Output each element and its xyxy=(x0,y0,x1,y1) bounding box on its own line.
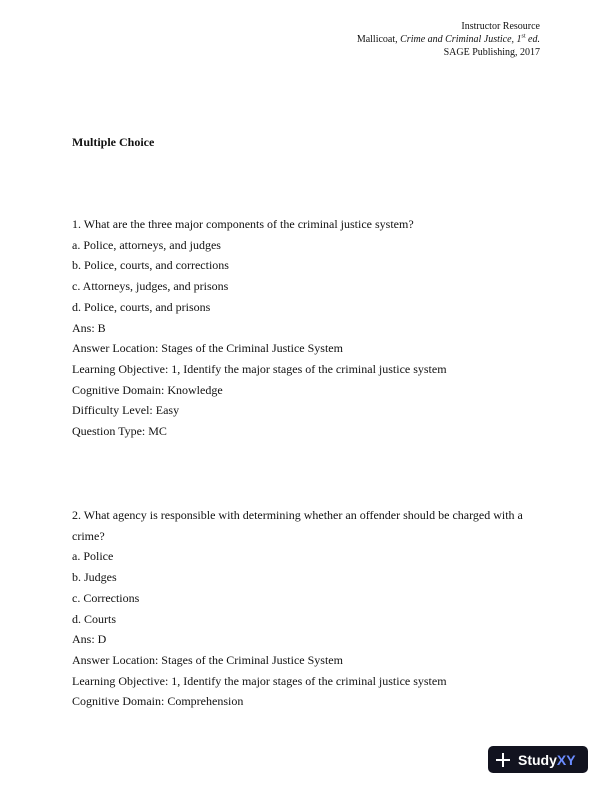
answer-key: Ans: D xyxy=(72,632,107,647)
question-stem-line-2: crime? xyxy=(72,528,105,543)
answer-option-b: b. Judges xyxy=(72,570,117,585)
answer-option-d: d. Courts xyxy=(72,611,117,626)
question-stem-line-1: 2. What agency is responsible with determining whether an offender should be charged with a xyxy=(72,508,523,522)
answer-option-c: c. Attorneys, judges, and prisons xyxy=(72,279,229,294)
answer-location: Answer Location: Stages of the Criminal Justice System xyxy=(72,652,343,667)
answer-option-c: c. Corrections xyxy=(72,590,140,605)
learning-objective: Learning Objective: 1, Identify the major stages of the criminal justice system xyxy=(72,361,447,376)
question-block-2 xyxy=(72,505,542,712)
cognitive-domain: Cognitive Domain: Comprehension xyxy=(72,694,244,709)
cognitive-domain: Cognitive Domain: Knowledge xyxy=(72,382,223,397)
plus-icon xyxy=(496,753,510,767)
answer-option-a: a. Police, attorneys, and judges xyxy=(72,237,221,252)
brand-name-study: Study xyxy=(518,751,557,768)
question-type: Question Type: MC xyxy=(72,424,167,439)
section-title: Multiple Choice xyxy=(72,135,155,149)
header-citation xyxy=(357,33,540,46)
question-block-1 xyxy=(72,214,542,442)
page-header xyxy=(357,20,540,59)
header-edition-suffix: ed. xyxy=(525,34,540,45)
header-resource-label: Instructor Resource xyxy=(461,21,540,32)
studyxy-badge[interactable] xyxy=(488,746,588,773)
answer-option-b: b. Police, courts, and corrections xyxy=(72,258,229,273)
brand-name-xy: XY xyxy=(556,751,576,768)
answer-option-a: a. Police xyxy=(72,549,114,564)
header-book-title: Crime and Criminal Justice, 1 xyxy=(400,34,522,45)
header-author: Mallicoat, xyxy=(356,34,401,45)
header-publisher: SAGE Publishing, 2017 xyxy=(443,47,540,58)
header-edition-sup: st xyxy=(521,33,526,40)
answer-location: Answer Location: Stages of the Criminal Justice System xyxy=(72,341,343,356)
difficulty-level: Difficulty Level: Easy xyxy=(72,403,180,418)
question-stem: 1. What are the three major components of the criminal justice system? xyxy=(72,217,414,231)
learning-objective: Learning Objective: 1, Identify the major stages of the criminal justice system xyxy=(72,673,447,688)
answer-key: Ans: B xyxy=(72,320,106,335)
answer-option-d: d. Police, courts, and prisons xyxy=(72,299,211,314)
